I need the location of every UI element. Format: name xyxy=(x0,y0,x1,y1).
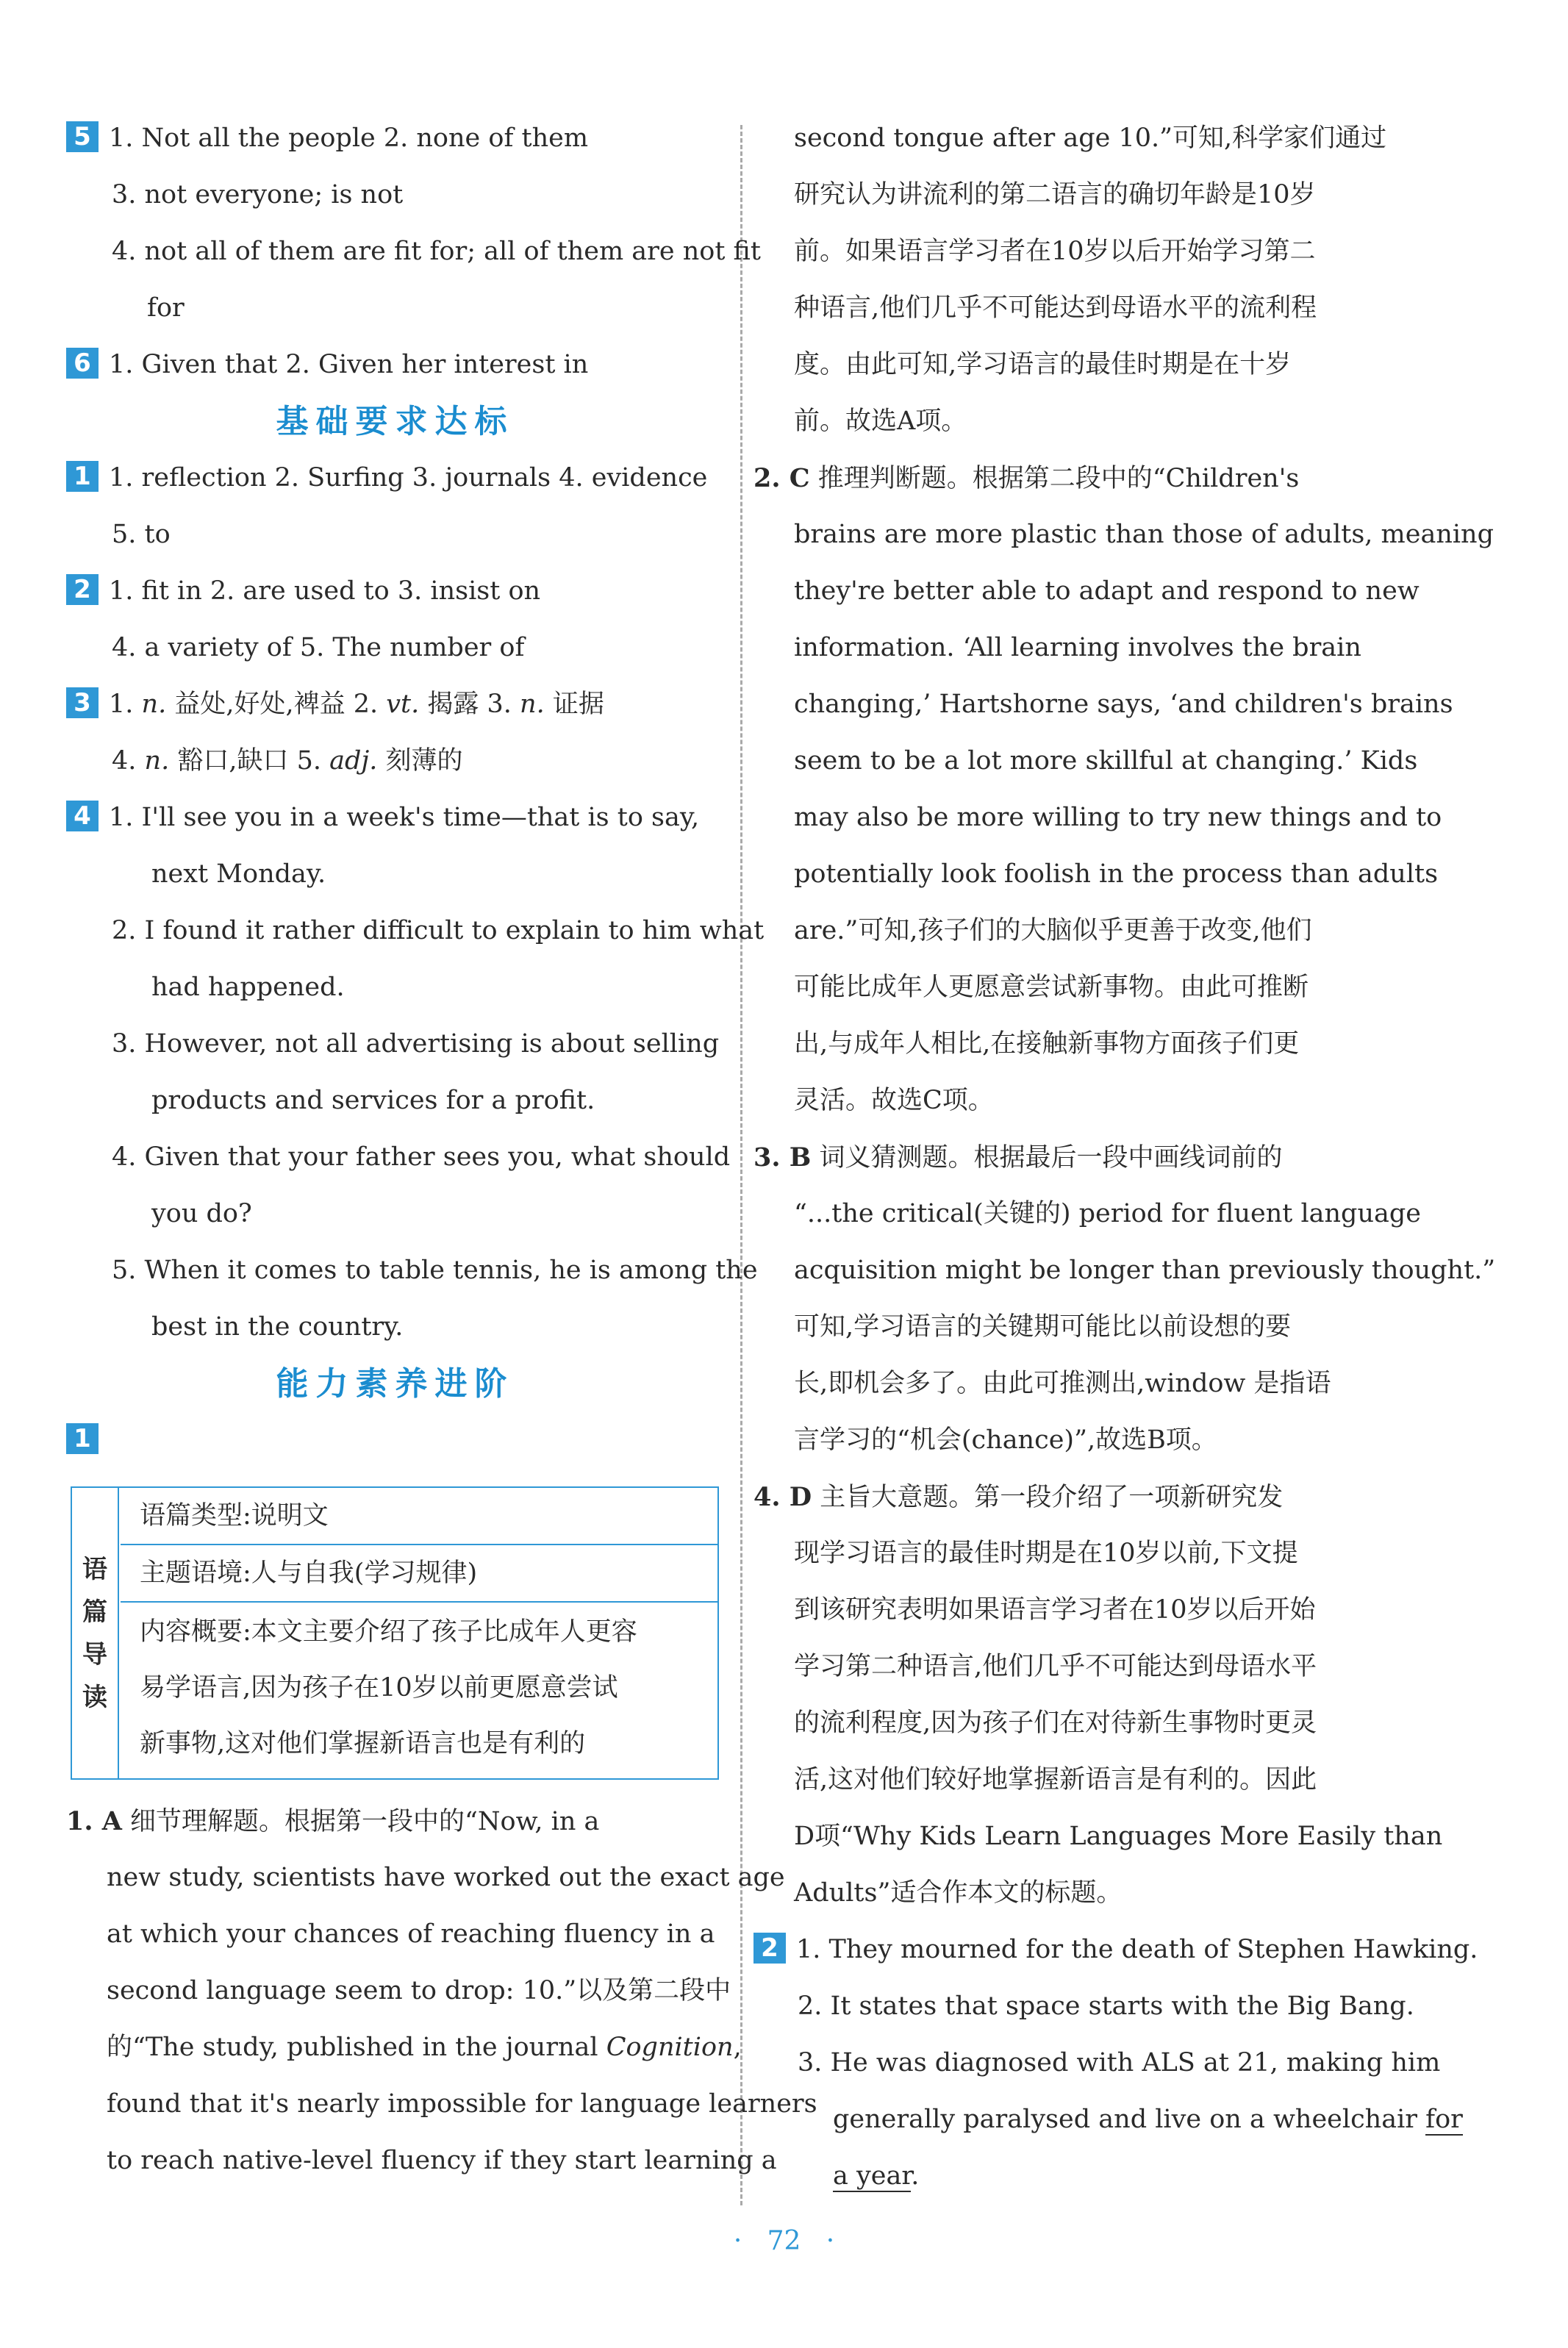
answer-1: 1. A 细节理解题。根据第一段中的“Now, in a xyxy=(66,1806,600,1836)
advanced-exercise-1: 1 xyxy=(66,1412,724,1469)
badge-6: 6 xyxy=(66,348,99,379)
exercise-6: 6 1. Given that 2. Given her interest in xyxy=(66,337,724,393)
basic-exercise-3: 3 1. n. 益处,好处,裨益 2. vt. 揭露 3. n. 证据 xyxy=(66,676,724,733)
advanced-exercise-2: 2 1. They mourned for the death of Stephen Hawking. xyxy=(753,1922,1415,1978)
basic-exercise-2: 2 1. fit in 2. are used to 3. insist on xyxy=(66,563,724,620)
guide-label: 语 篇 导 读 xyxy=(72,1488,119,1778)
answer-4: 4. D 主旨大意题。第一段介绍了一项新研究发 xyxy=(753,1482,1284,1512)
basic-exercise-1: 1 1. reflection 2. Surfing 3. journals 4. evidence xyxy=(66,450,724,507)
basic-exercise-4: 4 1. I'll see you in a week's time—that is to say, xyxy=(66,790,724,846)
underlined-error: for xyxy=(1425,2105,1463,2134)
section-title-basic: 基础要求达标 xyxy=(276,403,515,440)
answer-3: 3. B 词义猜测题。根据最后一段中画线词前的 xyxy=(753,1142,1283,1173)
underlined-error-cont: a year xyxy=(833,2161,912,2191)
text-type: 语篇类型:说明文 xyxy=(121,1488,717,1545)
badge-5: 5 xyxy=(66,121,99,152)
left-column: 5 1. Not all the people 2. none of them 3. not everyone; is not 4. not all of them are fit for; all of them are not fit for 6 1. Given that 2. Given her interest in 基础要求达标 1 1. reflection 2. Surfing 3. journals 4. evidence 5. to 2 1. fit in 2. are used to 3. insist on 4. a variety of 5. The number of 3 1. n. 益处,好处,裨益 2. vt. 揭露 3. n. 证据 4. n. 豁口,缺口 5. adj. 刻薄的 4 1. I'll see you in a week's time—that is to say, next Monday. 2. I found it rather difficult to explain to him what had happened. 3. However, not all advertising is about selling products and services for a profit. 4. Given that your father sees you, what should you do? 5. When it comes to table tennis, he is among the best in the country. 能力素养进阶 1 语 篇 导 读 语篇类型:说明文 主题语境:人与自我(学习规律) 内容概要:本文主要介绍了孩子比成年人更容 易学语言,因为孩子在10岁以前更愿意尝试 新事物,这对他们掌握新语言也是有利的 1. A 细节理解题。根据第一段中的“Now, in a new study, scientists have worked out the exact age at which your chances of reaching fluency in a second language seem to drop: 10.”以及第二段中 的“The study, published in the journal Cognition, found that it's nearly impossible for language learners to reach native-level fluency if they start learning a xyxy=(66,110,724,2189)
answer-2: 2. C 推理判断题。根据第二段中的“Children's xyxy=(753,463,1300,493)
reading-guide-box xyxy=(71,1486,719,1780)
right-column: second tongue after age 10.”可知,科学家们通过 研究认为讲流利的第二语言的确切年龄是10岁 前。如果语言学习者在10岁以后开始学习第二 种语言,他们几乎不可能达到母语水平的流利程 度。由此可知,学习语言的最佳时期是在十岁 前。故选A项。 2. C 推理判断题。根据第二段中的“Children's brains are more plastic than those of adults, meaning they're better able to adapt and respond to new information. ‘All learning involves the brain changing,’ Hartshorne says, ‘and children's brains seem to be a lot more skillful at changing.’ Kids may also be more willing to try new things and to potentially look foolish in the process than adults are.”可知,孩子们的大脑似乎更善于改变,他们 可能比成年人更愿意尝试新事物。由此可推断 出,与成年人相比,在接触新事物方面孩子们更 灵活。故选C项。 3. B 词义猜测题。根据最后一段中画线词前的 “...the critical(关键的) period for fluent language acquisition might be longer than previously thought.” 可知,学习语言的关键期可能比以前设想的要 长,即机会多了。由此可推测出,window 是指语 言学习的“机会(chance)”,故选B项。 4. D 主旨大意题。第一段介绍了一项新研究发 现学习语言的最佳时期是在10岁以前,下文提 到该研究表明如果语言学习者在10岁以后开始 学习第二种语言,他们几乎不可能达到母语水平 的流利程度,因为孩子们在对待新生事物时更灵 活,这对他们较好地掌握新语言是有利的。因此 D项“Why Kids Learn Languages More Easily than Adults”适合作本文的标题。 2 1. They mourned for the death of Stephen Hawking. 2. It states that space starts with the Big Bang. 3. He was diagnosed with ALS at 21, making him generally paralysed and live on a wheelchair for a year. xyxy=(753,124,1496,2191)
topic-context: 主题语境:人与自我(学习规律) xyxy=(121,1545,717,1603)
content-summary: 内容概要:本文主要介绍了孩子比成年人更容 易学语言,因为孩子在10岁以前更愿意尝试 新事物,这对他们掌握新语言也是有利的 xyxy=(140,1617,637,1758)
page-number: · 72 · xyxy=(733,2226,835,2256)
exercise-5: 5 1. Not all the people 2. none of them xyxy=(66,110,724,167)
section-title-advanced: 能力素养进阶 xyxy=(276,1365,515,1403)
